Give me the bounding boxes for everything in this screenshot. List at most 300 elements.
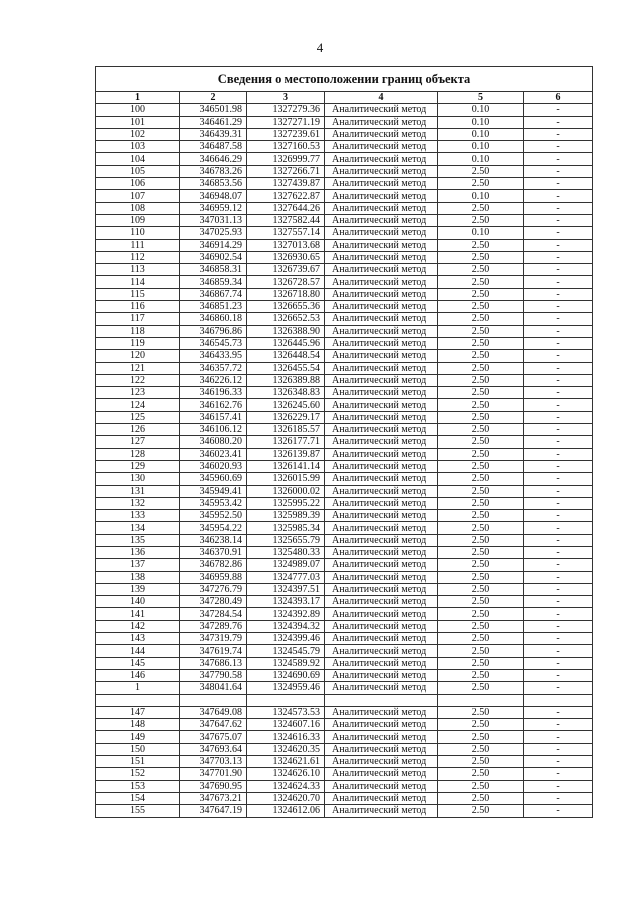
y-coordinate-cell: 1324397.51 — [247, 583, 325, 595]
y-coordinate-cell: 1326445.96 — [247, 337, 325, 349]
table-row — [96, 546, 593, 558]
method-cell: Аналитический метод — [325, 165, 438, 177]
precision-cell: 2.50 — [438, 608, 524, 620]
table-row — [96, 669, 593, 681]
point-number-cell: 104 — [96, 153, 180, 165]
column-header: 3 — [247, 92, 325, 104]
x-coordinate-cell: 345949.41 — [180, 485, 247, 497]
precision-cell: 0.10 — [438, 190, 524, 202]
x-coordinate-cell: 345953.42 — [180, 497, 247, 509]
x-coordinate-cell: 346439.31 — [180, 128, 247, 140]
point-number-cell: 121 — [96, 362, 180, 374]
precision-cell: 2.50 — [438, 374, 524, 386]
table-row — [96, 411, 593, 423]
y-coordinate-cell: 1326177.71 — [247, 436, 325, 448]
method-cell: Аналитический метод — [325, 633, 438, 645]
point-number-cell: 102 — [96, 128, 180, 140]
point-number-cell: 146 — [96, 669, 180, 681]
point-number-cell: 154 — [96, 792, 180, 804]
table-title: Сведения о местоположении границ объекта — [96, 67, 593, 92]
precision-cell: 2.50 — [438, 497, 524, 509]
y-coordinate-cell: 1327582.44 — [247, 214, 325, 226]
y-coordinate-cell: 1326999.77 — [247, 153, 325, 165]
description-cell: - — [524, 743, 593, 755]
point-number-cell: 133 — [96, 510, 180, 522]
point-number-cell: 101 — [96, 116, 180, 128]
method-cell: Аналитический метод — [325, 473, 438, 485]
y-coordinate-cell: 1327557.14 — [247, 227, 325, 239]
point-number-cell: 123 — [96, 387, 180, 399]
point-number-cell: 140 — [96, 596, 180, 608]
method-cell: Аналитический метод — [325, 583, 438, 595]
description-cell: - — [524, 546, 593, 558]
point-number-cell: 124 — [96, 399, 180, 411]
precision-cell: 2.50 — [438, 756, 524, 768]
table-row — [96, 473, 593, 485]
y-coordinate-cell: 1324626.10 — [247, 768, 325, 780]
point-number-cell: 127 — [96, 436, 180, 448]
description-cell: - — [524, 325, 593, 337]
method-cell: Аналитический метод — [325, 424, 438, 436]
precision-cell: 2.50 — [438, 719, 524, 731]
precision-cell: 0.10 — [438, 227, 524, 239]
point-number-cell: 130 — [96, 473, 180, 485]
x-coordinate-cell: 347280.49 — [180, 596, 247, 608]
y-coordinate-cell: 1325985.34 — [247, 522, 325, 534]
description-cell: - — [524, 510, 593, 522]
y-coordinate-cell: 1326139.87 — [247, 448, 325, 460]
x-coordinate-cell: 346902.54 — [180, 251, 247, 263]
description-cell: - — [524, 374, 593, 386]
x-coordinate-cell: 347675.07 — [180, 731, 247, 743]
x-coordinate-cell: 347284.54 — [180, 608, 247, 620]
method-cell: Аналитический метод — [325, 141, 438, 153]
point-number-cell: 129 — [96, 460, 180, 472]
x-coordinate-cell: 346867.74 — [180, 288, 247, 300]
precision-cell: 2.50 — [438, 350, 524, 362]
precision-cell: 2.50 — [438, 399, 524, 411]
point-number-cell: 110 — [96, 227, 180, 239]
point-number-cell: 134 — [96, 522, 180, 534]
description-cell: - — [524, 571, 593, 583]
precision-cell: 2.50 — [438, 534, 524, 546]
method-cell: Аналитический метод — [325, 128, 438, 140]
table-row — [96, 264, 593, 276]
method-cell — [325, 694, 438, 706]
point-number-cell: 113 — [96, 264, 180, 276]
x-coordinate-cell: 346783.26 — [180, 165, 247, 177]
description-cell: - — [524, 141, 593, 153]
y-coordinate-cell: 1325480.33 — [247, 546, 325, 558]
y-coordinate-cell: 1326389.88 — [247, 374, 325, 386]
method-cell: Аналитический метод — [325, 522, 438, 534]
x-coordinate-cell: 346646.29 — [180, 153, 247, 165]
point-number-cell: 142 — [96, 620, 180, 632]
method-cell: Аналитический метод — [325, 214, 438, 226]
y-coordinate-cell: 1324690.69 — [247, 669, 325, 681]
column-header: 6 — [524, 92, 593, 104]
method-cell: Аналитический метод — [325, 227, 438, 239]
precision-cell: 0.10 — [438, 128, 524, 140]
precision-cell: 2.50 — [438, 559, 524, 571]
x-coordinate-cell: 346461.29 — [180, 116, 247, 128]
x-coordinate-cell: 346914.29 — [180, 239, 247, 251]
method-cell: Аналитический метод — [325, 436, 438, 448]
description-cell: - — [524, 411, 593, 423]
x-coordinate-cell: 346948.07 — [180, 190, 247, 202]
point-number-cell: 109 — [96, 214, 180, 226]
table-row — [96, 731, 593, 743]
description-cell: - — [524, 768, 593, 780]
table-row — [96, 190, 593, 202]
y-coordinate-cell: 1324393.17 — [247, 596, 325, 608]
precision-cell: 2.50 — [438, 596, 524, 608]
x-coordinate-cell: 348041.64 — [180, 682, 247, 694]
boundary-table — [95, 66, 593, 818]
table-row — [96, 694, 593, 706]
y-coordinate-cell: 1324621.61 — [247, 756, 325, 768]
y-coordinate-cell: 1325989.39 — [247, 510, 325, 522]
description-cell: - — [524, 460, 593, 472]
precision-cell: 2.50 — [438, 805, 524, 817]
description-cell: - — [524, 608, 593, 620]
table-row — [96, 522, 593, 534]
table-row — [96, 534, 593, 546]
method-cell: Аналитический метод — [325, 239, 438, 251]
description-cell: - — [524, 436, 593, 448]
method-cell: Аналитический метод — [325, 780, 438, 792]
point-number-cell: 128 — [96, 448, 180, 460]
point-number-cell: 1 — [96, 682, 180, 694]
table-row — [96, 805, 593, 817]
table-row — [96, 657, 593, 669]
precision-cell: 0.10 — [438, 104, 524, 116]
precision-cell: 2.50 — [438, 411, 524, 423]
description-cell: - — [524, 633, 593, 645]
y-coordinate-cell: 1324620.70 — [247, 792, 325, 804]
method-cell: Аналитический метод — [325, 288, 438, 300]
table-row — [96, 756, 593, 768]
y-coordinate-cell: 1326652.53 — [247, 313, 325, 325]
point-number-cell: 122 — [96, 374, 180, 386]
table-row — [96, 497, 593, 509]
table-row — [96, 153, 593, 165]
table-row — [96, 374, 593, 386]
method-cell: Аналитический метод — [325, 251, 438, 263]
precision-cell: 2.50 — [438, 387, 524, 399]
table-row — [96, 645, 593, 657]
description-cell: - — [524, 645, 593, 657]
method-cell: Аналитический метод — [325, 756, 438, 768]
method-cell: Аналитический метод — [325, 448, 438, 460]
precision-cell: 2.50 — [438, 362, 524, 374]
x-coordinate-cell: 346238.14 — [180, 534, 247, 546]
x-coordinate-cell: 347701.90 — [180, 768, 247, 780]
description-cell: - — [524, 596, 593, 608]
description-cell: - — [524, 214, 593, 226]
table-row — [96, 460, 593, 472]
x-coordinate-cell: 346487.58 — [180, 141, 247, 153]
x-coordinate-cell: 346796.86 — [180, 325, 247, 337]
table-row — [96, 559, 593, 571]
x-coordinate-cell: 345954.22 — [180, 522, 247, 534]
table-row — [96, 301, 593, 313]
precision-cell: 2.50 — [438, 165, 524, 177]
y-coordinate-cell: 1327271.19 — [247, 116, 325, 128]
table-row — [96, 116, 593, 128]
table-row — [96, 178, 593, 190]
table-row — [96, 436, 593, 448]
precision-cell: 2.50 — [438, 583, 524, 595]
precision-cell: 2.50 — [438, 301, 524, 313]
method-cell: Аналитический метод — [325, 276, 438, 288]
method-cell: Аналитический метод — [325, 178, 438, 190]
precision-cell: 0.10 — [438, 116, 524, 128]
method-cell: Аналитический метод — [325, 202, 438, 214]
precision-cell: 2.50 — [438, 424, 524, 436]
table-row — [96, 337, 593, 349]
method-cell: Аналитический метод — [325, 510, 438, 522]
y-coordinate-cell: 1326229.17 — [247, 411, 325, 423]
point-number-cell: 145 — [96, 657, 180, 669]
method-cell: Аналитический метод — [325, 387, 438, 399]
table-row — [96, 485, 593, 497]
point-number-cell: 118 — [96, 325, 180, 337]
table-row — [96, 165, 593, 177]
method-cell: Аналитический метод — [325, 743, 438, 755]
precision-cell — [438, 694, 524, 706]
description-cell: - — [524, 387, 593, 399]
x-coordinate-cell: 346959.88 — [180, 571, 247, 583]
y-coordinate-cell: 1326718.80 — [247, 288, 325, 300]
precision-cell: 2.50 — [438, 448, 524, 460]
precision-cell: 2.50 — [438, 645, 524, 657]
y-coordinate-cell: 1324589.92 — [247, 657, 325, 669]
precision-cell: 2.50 — [438, 522, 524, 534]
x-coordinate-cell: 346080.20 — [180, 436, 247, 448]
column-header: 5 — [438, 92, 524, 104]
y-coordinate-cell: 1327013.68 — [247, 239, 325, 251]
y-coordinate-cell: 1327439.87 — [247, 178, 325, 190]
precision-cell: 2.50 — [438, 202, 524, 214]
method-cell: Аналитический метод — [325, 682, 438, 694]
table-row — [96, 387, 593, 399]
description-cell: - — [524, 288, 593, 300]
y-coordinate-cell: 1324573.53 — [247, 706, 325, 718]
y-coordinate-cell: 1326388.90 — [247, 325, 325, 337]
x-coordinate-cell: 346370.91 — [180, 546, 247, 558]
precision-cell: 2.50 — [438, 436, 524, 448]
y-coordinate-cell: 1326015.99 — [247, 473, 325, 485]
point-number-cell: 114 — [96, 276, 180, 288]
y-coordinate-cell: 1325655.79 — [247, 534, 325, 546]
method-cell: Аналитический метод — [325, 719, 438, 731]
column-header: 2 — [180, 92, 247, 104]
x-coordinate-cell: 346782.86 — [180, 559, 247, 571]
precision-cell: 2.50 — [438, 706, 524, 718]
table-row — [96, 362, 593, 374]
description-cell: - — [524, 313, 593, 325]
method-cell: Аналитический метод — [325, 116, 438, 128]
table-row — [96, 288, 593, 300]
y-coordinate-cell: 1324777.03 — [247, 571, 325, 583]
x-coordinate-cell: 346859.34 — [180, 276, 247, 288]
method-cell: Аналитический метод — [325, 645, 438, 657]
x-coordinate-cell: 346851.23 — [180, 301, 247, 313]
method-cell: Аналитический метод — [325, 460, 438, 472]
description-cell: - — [524, 165, 593, 177]
description-cell: - — [524, 731, 593, 743]
description-cell: - — [524, 497, 593, 509]
precision-cell: 2.50 — [438, 288, 524, 300]
precision-cell: 2.50 — [438, 313, 524, 325]
description-cell: - — [524, 227, 593, 239]
precision-cell: 0.10 — [438, 141, 524, 153]
description-cell: - — [524, 706, 593, 718]
description-cell: - — [524, 534, 593, 546]
table-row — [96, 682, 593, 694]
description-cell: - — [524, 202, 593, 214]
precision-cell: 2.50 — [438, 239, 524, 251]
table-row — [96, 706, 593, 718]
description-cell: - — [524, 792, 593, 804]
description-cell: - — [524, 190, 593, 202]
method-cell: Аналитический метод — [325, 153, 438, 165]
method-cell: Аналитический метод — [325, 301, 438, 313]
precision-cell: 2.50 — [438, 571, 524, 583]
table-row — [96, 608, 593, 620]
y-coordinate-cell: 1327160.53 — [247, 141, 325, 153]
precision-cell: 2.50 — [438, 731, 524, 743]
point-number-cell: 112 — [96, 251, 180, 263]
method-cell: Аналитический метод — [325, 362, 438, 374]
precision-cell: 2.50 — [438, 251, 524, 263]
description-cell: - — [524, 116, 593, 128]
point-number-cell: 138 — [96, 571, 180, 583]
y-coordinate-cell: 1325995.22 — [247, 497, 325, 509]
table-row — [96, 633, 593, 645]
point-number-cell: 108 — [96, 202, 180, 214]
description-cell: - — [524, 559, 593, 571]
table-header-row — [96, 92, 593, 104]
y-coordinate-cell: 1324624.33 — [247, 780, 325, 792]
precision-cell: 2.50 — [438, 657, 524, 669]
description-cell: - — [524, 805, 593, 817]
x-coordinate-cell: 346853.56 — [180, 178, 247, 190]
method-cell: Аналитический метод — [325, 190, 438, 202]
x-coordinate-cell: 347649.08 — [180, 706, 247, 718]
description-cell: - — [524, 104, 593, 116]
y-coordinate-cell: 1326739.67 — [247, 264, 325, 276]
precision-cell: 2.50 — [438, 276, 524, 288]
method-cell: Аналитический метод — [325, 399, 438, 411]
x-coordinate-cell: 346020.93 — [180, 460, 247, 472]
method-cell: Аналитический метод — [325, 546, 438, 558]
point-number-cell: 119 — [96, 337, 180, 349]
x-coordinate-cell: 347276.79 — [180, 583, 247, 595]
x-coordinate-cell: 346196.33 — [180, 387, 247, 399]
description-cell: - — [524, 424, 593, 436]
y-coordinate-cell: 1326448.54 — [247, 350, 325, 362]
method-cell: Аналитический метод — [325, 805, 438, 817]
table-row — [96, 780, 593, 792]
description-cell: - — [524, 276, 593, 288]
table-row — [96, 313, 593, 325]
table-row — [96, 620, 593, 632]
y-coordinate-cell: 1326185.57 — [247, 424, 325, 436]
method-cell: Аналитический метод — [325, 337, 438, 349]
point-number-cell: 106 — [96, 178, 180, 190]
y-coordinate-cell: 1324616.33 — [247, 731, 325, 743]
method-cell: Аналитический метод — [325, 350, 438, 362]
point-number-cell: 137 — [96, 559, 180, 571]
point-number-cell: 115 — [96, 288, 180, 300]
x-coordinate-cell: 346106.12 — [180, 424, 247, 436]
precision-cell: 2.50 — [438, 633, 524, 645]
x-coordinate-cell: 346858.31 — [180, 264, 247, 276]
description-cell: - — [524, 301, 593, 313]
description-cell: - — [524, 485, 593, 497]
table-row — [96, 448, 593, 460]
point-number-cell: 147 — [96, 706, 180, 718]
y-coordinate-cell: 1324959.46 — [247, 682, 325, 694]
point-number-cell: 103 — [96, 141, 180, 153]
description-cell: - — [524, 473, 593, 485]
point-number-cell: 131 — [96, 485, 180, 497]
point-number-cell: 107 — [96, 190, 180, 202]
table-row — [96, 214, 593, 226]
precision-cell: 2.50 — [438, 264, 524, 276]
method-cell: Аналитический метод — [325, 620, 438, 632]
method-cell: Аналитический метод — [325, 657, 438, 669]
table-row — [96, 424, 593, 436]
y-coordinate-cell: 1324545.79 — [247, 645, 325, 657]
y-coordinate-cell: 1324392.89 — [247, 608, 325, 620]
method-cell: Аналитический метод — [325, 534, 438, 546]
x-coordinate-cell: 346226.12 — [180, 374, 247, 386]
x-coordinate-cell: 346501.98 — [180, 104, 247, 116]
description-cell: - — [524, 522, 593, 534]
method-cell: Аналитический метод — [325, 485, 438, 497]
point-number-cell: 151 — [96, 756, 180, 768]
x-coordinate-cell: 346357.72 — [180, 362, 247, 374]
method-cell: Аналитический метод — [325, 669, 438, 681]
table-row — [96, 141, 593, 153]
y-coordinate-cell: 1324612.06 — [247, 805, 325, 817]
table-row — [96, 768, 593, 780]
precision-cell: 2.50 — [438, 510, 524, 522]
point-number-cell — [96, 694, 180, 706]
precision-cell: 2.50 — [438, 325, 524, 337]
x-coordinate-cell: 347790.58 — [180, 669, 247, 681]
table-row — [96, 128, 593, 140]
y-coordinate-cell: 1324989.07 — [247, 559, 325, 571]
point-number-cell: 135 — [96, 534, 180, 546]
method-cell: Аналитический метод — [325, 313, 438, 325]
table-row — [96, 719, 593, 731]
method-cell: Аналитический метод — [325, 325, 438, 337]
point-number-cell: 125 — [96, 411, 180, 423]
precision-cell: 2.50 — [438, 460, 524, 472]
x-coordinate-cell: 345952.50 — [180, 510, 247, 522]
x-coordinate-cell: 347619.74 — [180, 645, 247, 657]
y-coordinate-cell: 1326455.54 — [247, 362, 325, 374]
description-cell: - — [524, 719, 593, 731]
y-coordinate-cell: 1326245.60 — [247, 399, 325, 411]
method-cell: Аналитический метод — [325, 104, 438, 116]
x-coordinate-cell: 347703.13 — [180, 756, 247, 768]
precision-cell: 2.50 — [438, 682, 524, 694]
